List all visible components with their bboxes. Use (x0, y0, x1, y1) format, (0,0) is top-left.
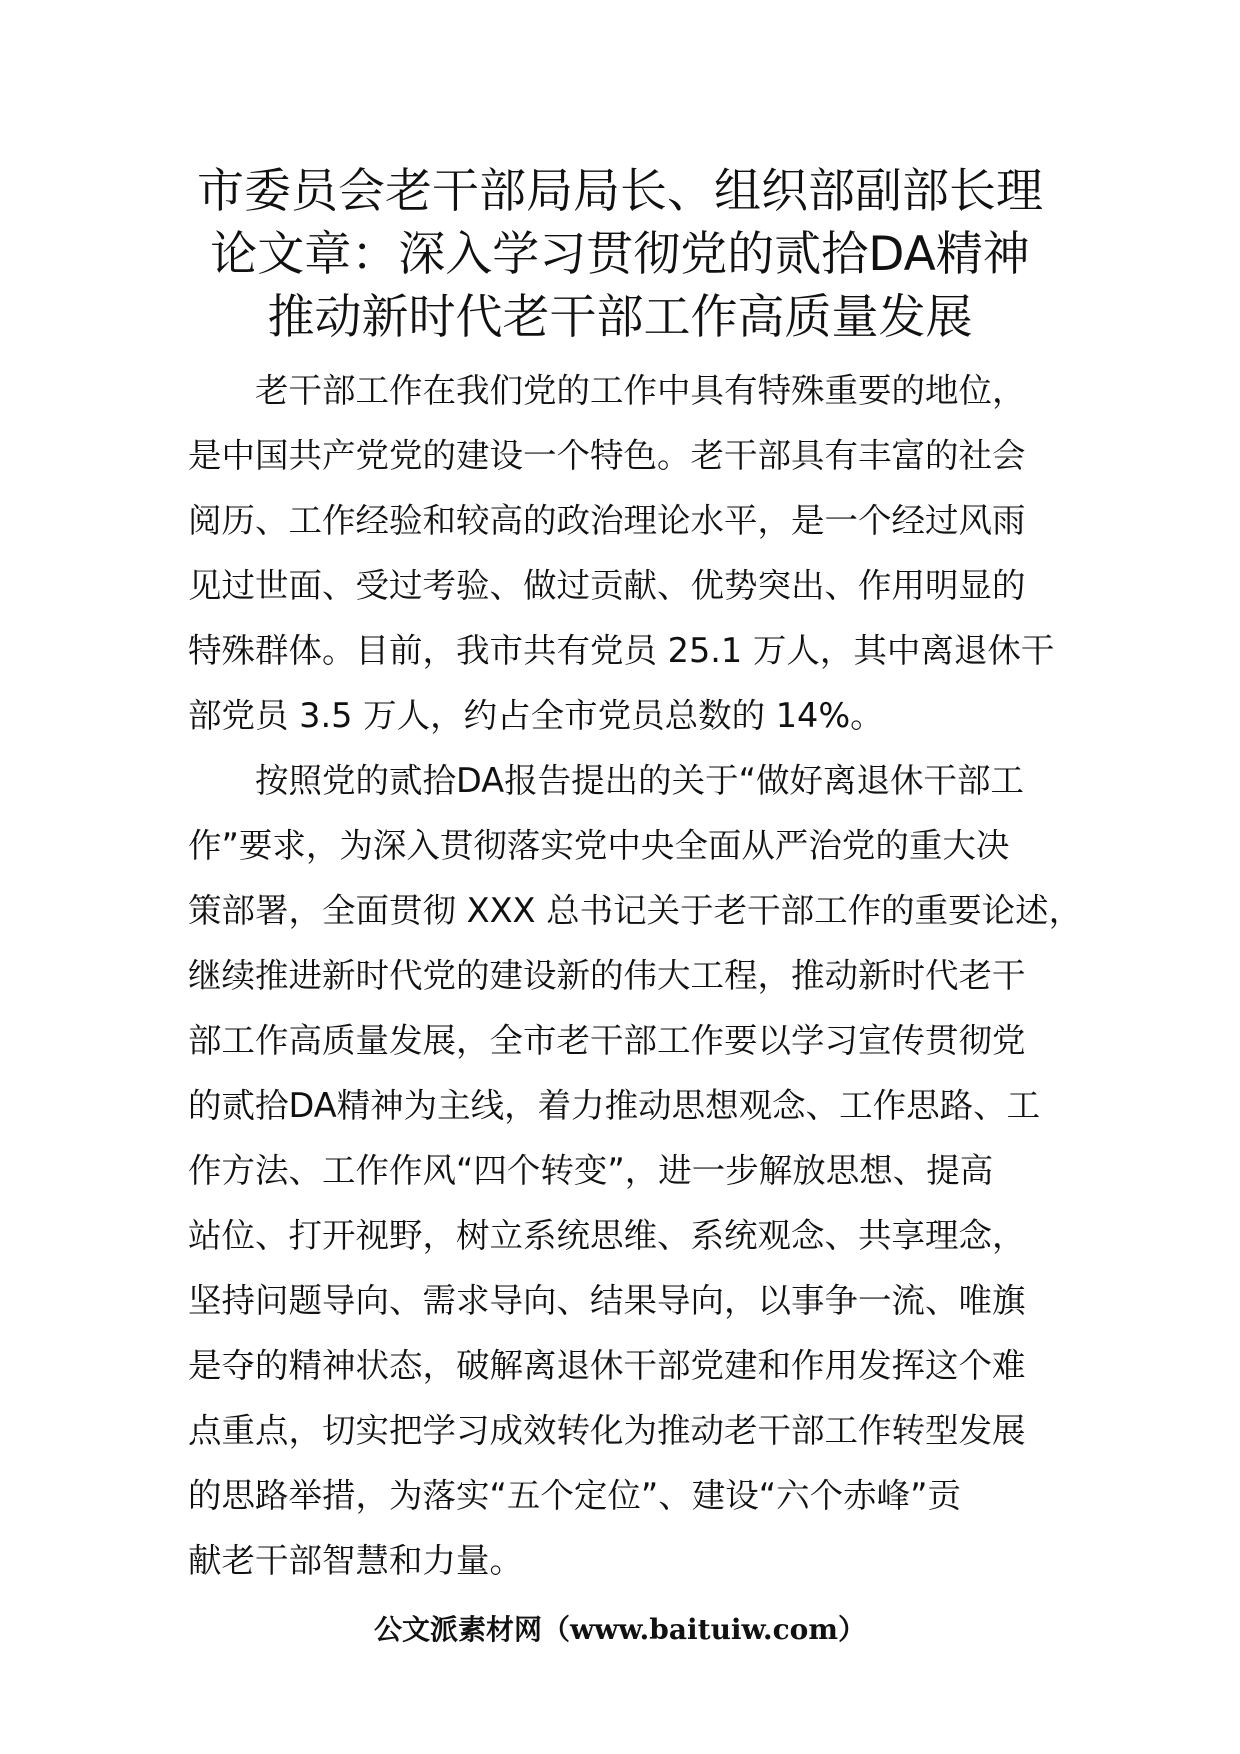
paragraph-line: 部党员 3.5 万人，约占全市党员总数的 14%。 (188, 696, 884, 735)
paragraph-line: 的贰拾DA精神为主线，着力推动思想观念、工作思路、工 (188, 1086, 1041, 1125)
paragraph-line: 作方法、工作作风“四个转变”，进一步解放思想、提高 (188, 1151, 994, 1190)
title-line: 市委员会老干部局局长、组织部副部长理 (197, 164, 1043, 219)
paragraph-line: 是中国共产党党的建设一个特色。老干部具有丰富的社会 (188, 436, 1026, 475)
document-title (150, 160, 1090, 349)
paragraph-1 (188, 358, 1055, 748)
document-body (188, 358, 1083, 1593)
paragraph-line: 阅历、工作经验和较高的政治理论水平，是一个经过风雨 (188, 501, 1026, 540)
paragraph-line: 坚持问题导向、需求导向、结果导向，以事争一流、唯旗 (188, 1281, 1026, 1320)
paragraph-2 (188, 748, 1083, 1593)
paragraph-line: 是夺的精神状态，破解离退休干部党建和作用发挥这个难 (188, 1346, 1026, 1385)
paragraph-line: 献老干部智慧和力量。 (188, 1541, 523, 1580)
paragraph-line: 部工作高质量发展，全市老干部工作要以学习宣传贯彻党 (188, 1021, 1026, 1060)
footer-source-text: 公文派素材网（www.baituiw.com） (374, 1613, 866, 1646)
paragraph-line: 策部署，全面贯彻 XXX 总书记关于老干部工作的重要论述， (188, 891, 1083, 930)
paragraph-line: 按照党的贰拾DA报告提出的关于“做好离退休干部工 (255, 761, 1024, 800)
paragraph-line: 特殊群体。目前，我市共有党员 25.1 万人，其中离退休干 (188, 631, 1055, 670)
paragraph-line: 继续推进新时代党的建设新的伟大工程，推动新时代老干 (188, 956, 1026, 995)
title-line: 推动新时代老干部工作高质量发展 (267, 290, 973, 345)
paragraph-line: 作”要求，为深入贯彻落实党中央全面从严治党的重大决 (188, 826, 1010, 865)
paragraph-line: 老干部工作在我们党的工作中具有特殊重要的地位， (255, 371, 1026, 410)
title-line: 论文章：深入学习贯彻党的贰拾DA精神 (210, 227, 1030, 282)
paragraph-line: 见过世面、受过考验、做过贡献、优势突出、作用明显的 (188, 566, 1026, 605)
paragraph-line: 的思路举措，为落实“五个定位”、建设“六个赤峰”贡 (188, 1476, 961, 1515)
paragraph-line: 站位、打开视野，树立系统思维、系统观念、共享理念， (188, 1216, 1026, 1255)
paragraph-line: 点重点，切实把学习成效转化为推动老干部工作转型发展 (188, 1411, 1026, 1450)
